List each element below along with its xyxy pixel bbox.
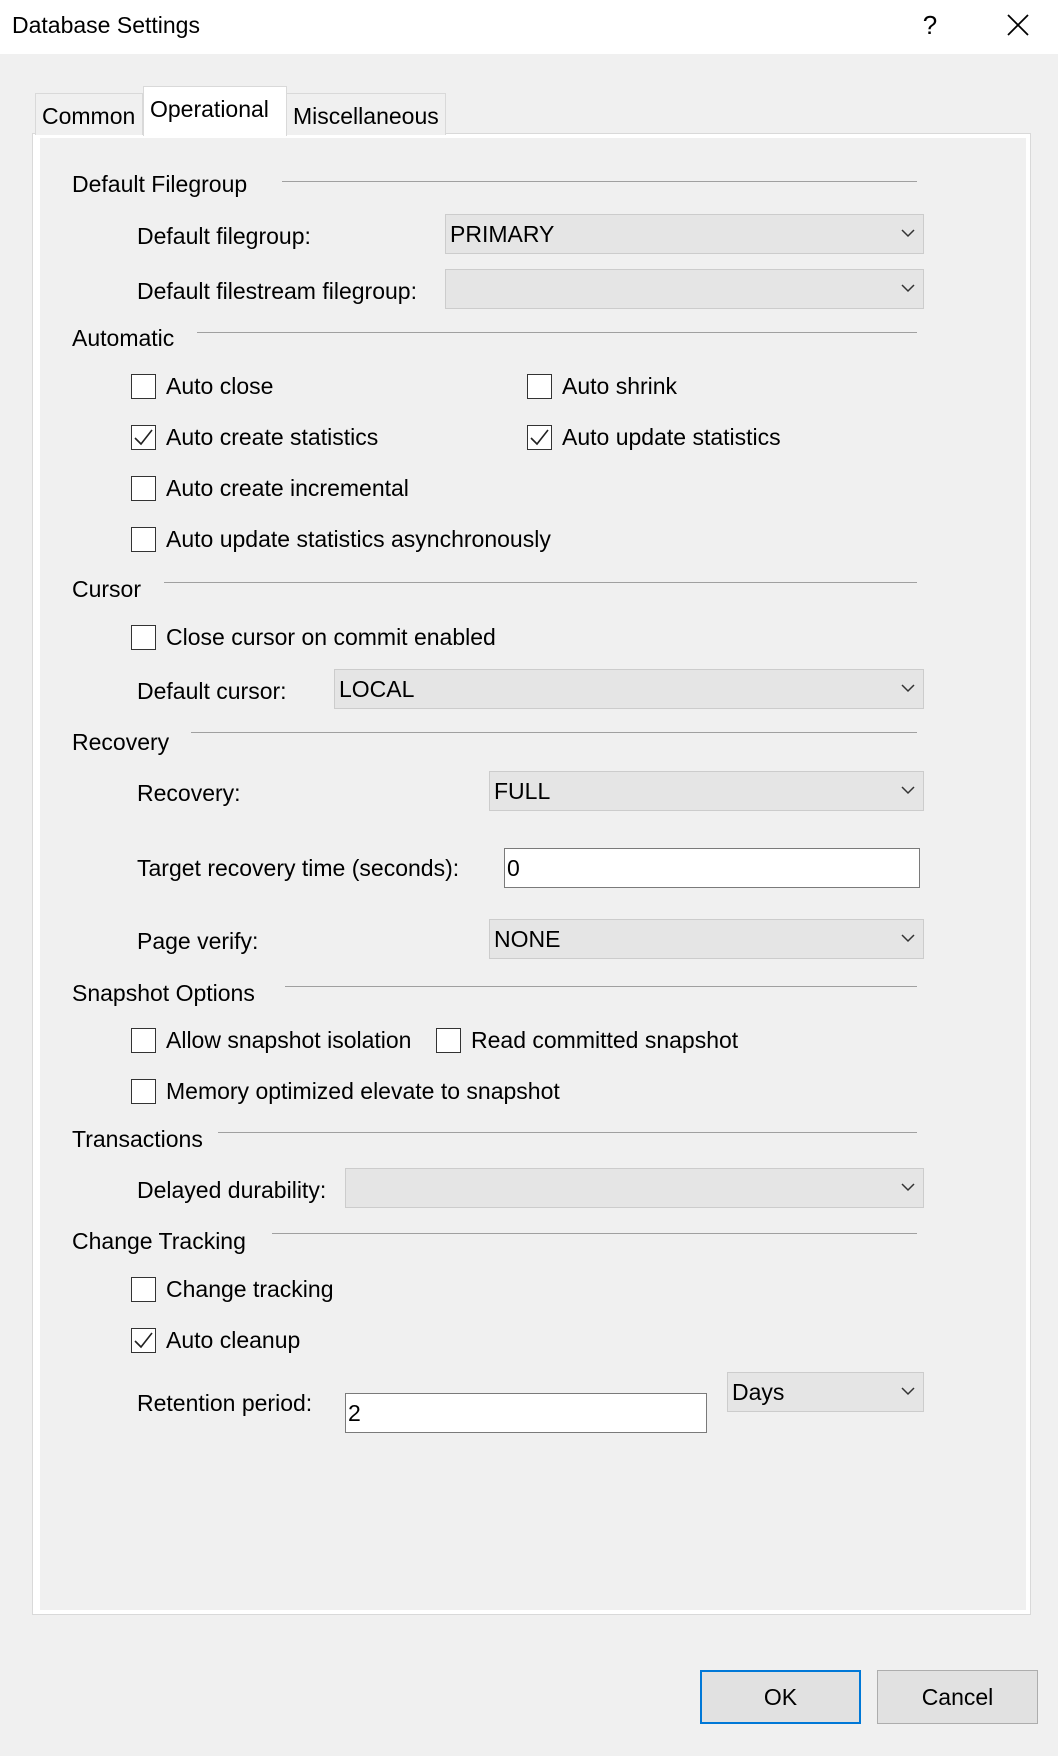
section-change-tracking: Change Tracking bbox=[72, 1228, 246, 1254]
close-icon bbox=[1007, 14, 1029, 36]
checkmark-icon bbox=[134, 1332, 153, 1349]
default-filegroup-value: PRIMARY bbox=[450, 221, 555, 247]
page-verify-value: NONE bbox=[494, 926, 561, 952]
default-filegroup-label: Default filegroup: bbox=[137, 223, 311, 249]
chevron-down-icon bbox=[901, 228, 915, 238]
chevron-down-icon bbox=[901, 1182, 915, 1192]
page-verify-label: Page verify: bbox=[137, 928, 259, 954]
auto-update-statistics-label: Auto update statistics bbox=[562, 423, 781, 450]
auto-create-statistics-label: Auto create statistics bbox=[166, 423, 379, 450]
default-filegroup-combo[interactable] bbox=[445, 214, 924, 254]
filestream-filegroup-combo[interactable] bbox=[445, 269, 924, 309]
checkmark-icon bbox=[530, 429, 549, 446]
close-cursor-on-commit-checkbox[interactable] bbox=[131, 623, 496, 651]
tab-miscellaneous[interactable]: Miscellaneous bbox=[286, 93, 446, 135]
section-divider bbox=[191, 732, 917, 733]
auto-close-label: Auto close bbox=[166, 372, 274, 399]
tab-common[interactable]: Common bbox=[35, 93, 143, 135]
retention-period-input[interactable]: 2 bbox=[345, 1393, 707, 1433]
close-button[interactable] bbox=[990, 0, 1046, 52]
checkbox-box bbox=[527, 425, 552, 450]
section-snapshot-options: Snapshot Options bbox=[72, 980, 255, 1006]
checkbox-box bbox=[131, 527, 156, 552]
checkbox-box bbox=[131, 625, 156, 650]
checkbox-box bbox=[131, 374, 156, 399]
delayed-durability-combo[interactable] bbox=[345, 1168, 924, 1208]
delayed-durability-label: Delayed durability: bbox=[137, 1177, 327, 1203]
recovery-model-combo[interactable] bbox=[489, 771, 924, 811]
chevron-down-icon bbox=[901, 1386, 915, 1396]
retention-unit-combo[interactable] bbox=[727, 1372, 924, 1412]
retention-unit-value: Days bbox=[732, 1379, 785, 1405]
retention-period-label: Retention period: bbox=[137, 1390, 313, 1416]
checkbox-box bbox=[436, 1028, 461, 1053]
chevron-down-icon bbox=[901, 785, 915, 795]
auto-create-statistics-checkbox[interactable] bbox=[131, 423, 378, 451]
section-recovery: Recovery bbox=[72, 729, 170, 755]
checkbox-box bbox=[131, 425, 156, 450]
change-tracking-label: Change tracking bbox=[166, 1275, 334, 1302]
chevron-down-icon bbox=[901, 683, 915, 693]
auto-shrink-label: Auto shrink bbox=[562, 372, 678, 399]
cancel-button[interactable]: Cancel bbox=[877, 1670, 1038, 1724]
auto-cleanup-label: Auto cleanup bbox=[166, 1326, 301, 1353]
auto-shrink-checkbox[interactable] bbox=[527, 372, 677, 400]
change-tracking-checkbox[interactable] bbox=[131, 1275, 334, 1303]
section-transactions: Transactions bbox=[72, 1126, 203, 1152]
auto-cleanup-checkbox[interactable] bbox=[131, 1326, 300, 1354]
checkbox-box bbox=[131, 1277, 156, 1302]
section-divider bbox=[164, 582, 917, 583]
checkbox-box bbox=[131, 1028, 156, 1053]
close-cursor-on-commit-label: Close cursor on commit enabled bbox=[166, 623, 496, 650]
recovery-model-value: FULL bbox=[494, 778, 551, 804]
auto-create-incremental-checkbox[interactable] bbox=[131, 474, 409, 502]
ok-button[interactable]: OK bbox=[700, 1670, 861, 1724]
checkmark-icon bbox=[134, 429, 153, 446]
section-divider bbox=[272, 1233, 917, 1234]
help-button[interactable]: ? bbox=[922, 10, 938, 40]
default-cursor-combo[interactable] bbox=[334, 669, 924, 709]
checkbox-box bbox=[527, 374, 552, 399]
allow-snapshot-isolation-label: Allow snapshot isolation bbox=[166, 1026, 412, 1053]
section-cursor: Cursor bbox=[72, 576, 142, 602]
target-recovery-time-label: Target recovery time (seconds): bbox=[137, 855, 460, 881]
auto-update-async-checkbox[interactable] bbox=[131, 525, 551, 553]
tab-operational[interactable]: Operational bbox=[143, 86, 287, 136]
memory-optimized-snapshot-checkbox[interactable] bbox=[131, 1077, 560, 1105]
page-verify-combo[interactable] bbox=[489, 919, 924, 959]
read-committed-snapshot-label: Read committed snapshot bbox=[471, 1026, 739, 1053]
section-automatic: Automatic bbox=[72, 325, 175, 351]
section-default-filegroup: Default Filegroup bbox=[72, 171, 248, 197]
chevron-down-icon bbox=[901, 933, 915, 943]
checkbox-box bbox=[131, 1079, 156, 1104]
default-cursor-label: Default cursor: bbox=[137, 678, 287, 704]
default-cursor-value: LOCAL bbox=[339, 676, 415, 702]
auto-update-statistics-checkbox[interactable] bbox=[527, 423, 781, 451]
filestream-filegroup-label: Default filestream filegroup: bbox=[137, 278, 417, 304]
auto-update-async-label: Auto update statistics asynchronously bbox=[166, 525, 551, 552]
auto-close-checkbox[interactable] bbox=[131, 372, 273, 400]
chevron-down-icon bbox=[901, 283, 915, 293]
target-recovery-time-input[interactable]: 0 bbox=[504, 848, 920, 888]
read-committed-snapshot-checkbox[interactable] bbox=[436, 1026, 738, 1054]
checkbox-box bbox=[131, 476, 156, 501]
section-divider bbox=[282, 181, 917, 182]
recovery-label: Recovery: bbox=[137, 780, 241, 806]
auto-create-incremental-label: Auto create incremental bbox=[166, 474, 409, 501]
checkbox-box bbox=[131, 1328, 156, 1353]
section-divider bbox=[218, 1132, 917, 1133]
window-title: Database Settings bbox=[12, 12, 200, 38]
section-divider bbox=[285, 986, 917, 987]
memory-optimized-snapshot-label: Memory optimized elevate to snapshot bbox=[166, 1077, 560, 1104]
section-divider bbox=[197, 332, 917, 333]
allow-snapshot-isolation-checkbox[interactable] bbox=[131, 1026, 411, 1054]
